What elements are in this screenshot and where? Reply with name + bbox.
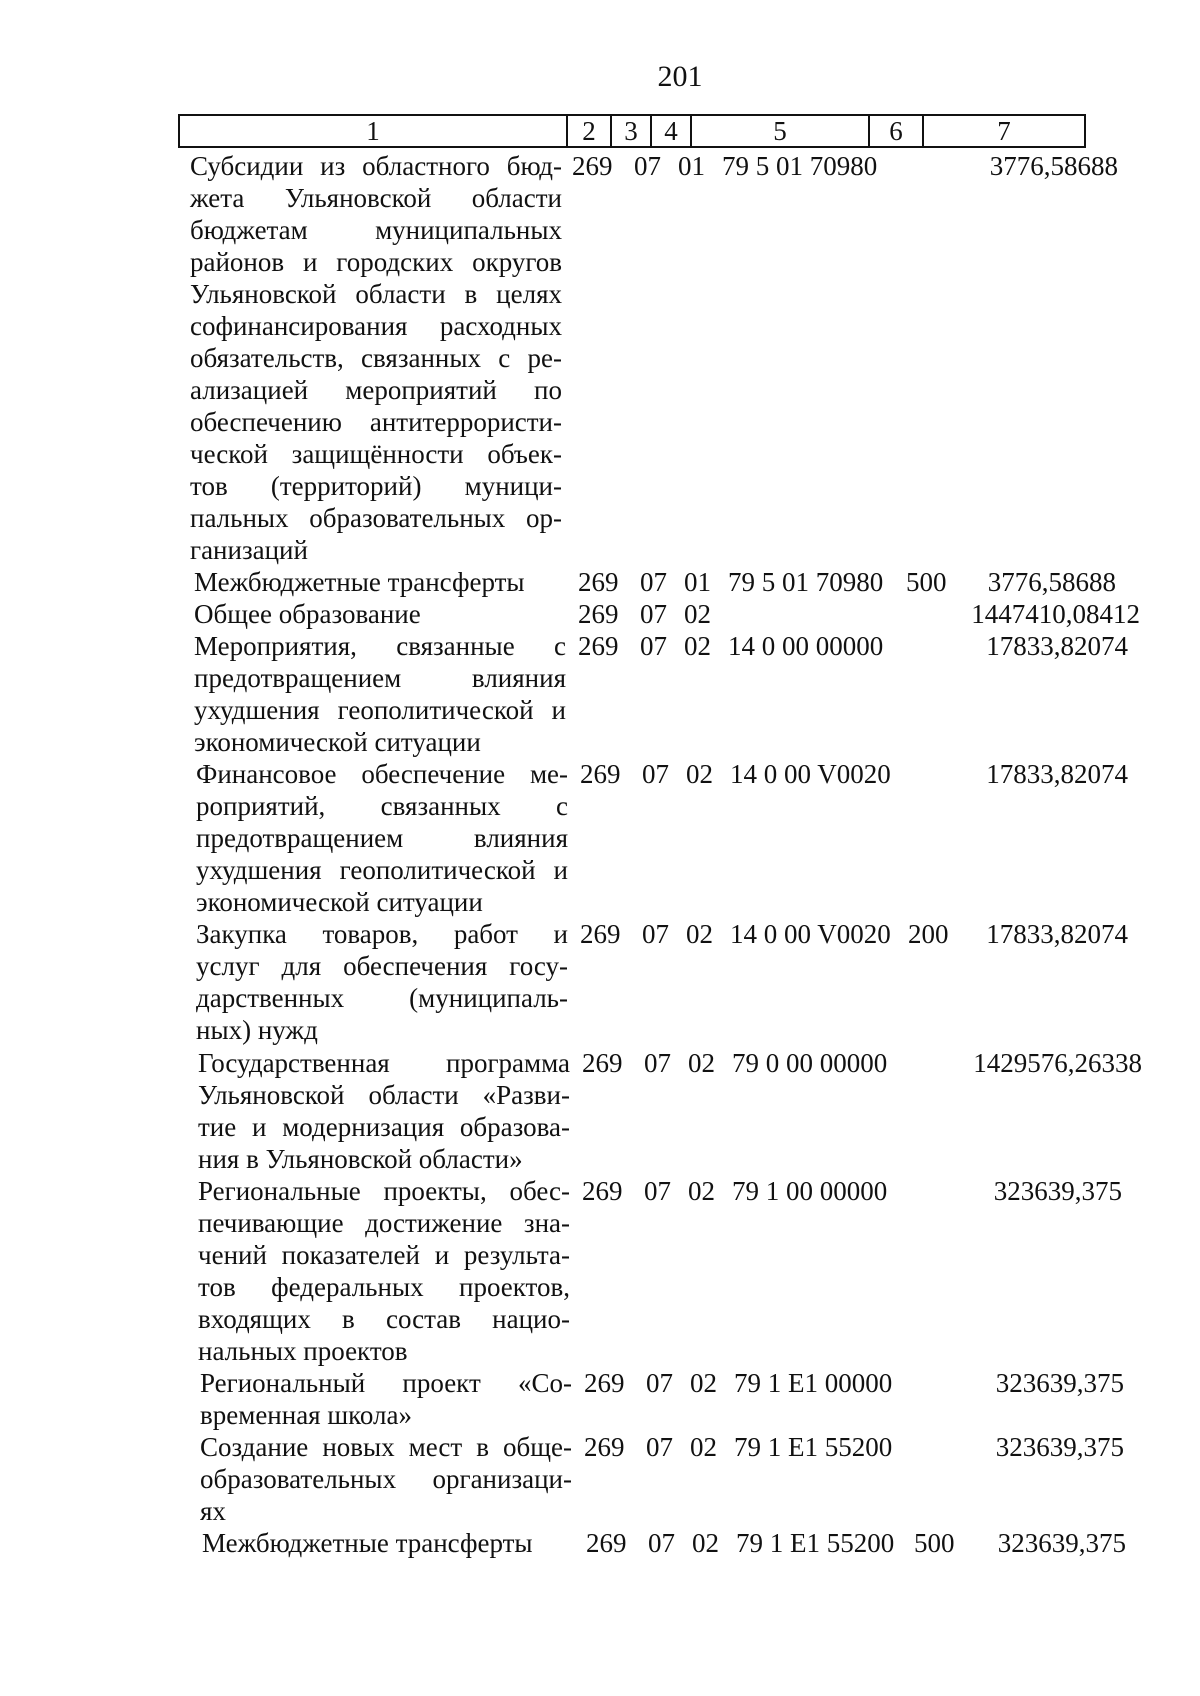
row-name-line: Региональные проекты, обес- (198, 1176, 570, 1206)
target-article-code: 79 5 01 70980 (728, 567, 884, 597)
ministry-code: 269 (586, 1528, 627, 1558)
row-name-line: ухудшения геополитической и (196, 855, 568, 885)
row-name-line: Создание новых мест в обще- (200, 1432, 572, 1462)
row-name-line: Ульяновской области «Разви- (198, 1080, 570, 1110)
row-name-line: Ульяновской области в целях (190, 279, 562, 309)
row-name-line: жета Ульяновской области (190, 183, 562, 213)
target-article-code: 79 5 01 70980 (722, 151, 878, 181)
subsection-code: 02 (686, 919, 713, 949)
header-col-4: 4 (652, 116, 692, 146)
amount-value: 3776,58688 (987, 567, 1116, 597)
ministry-code: 269 (582, 1176, 623, 1206)
target-article-code: 79 1 00 00000 (732, 1176, 888, 1206)
row-name-line: экономической ситуации (194, 727, 481, 757)
ministry-code: 269 (580, 759, 621, 789)
header-col-6: 6 (870, 116, 924, 146)
ministry-code: 269 (578, 567, 619, 597)
row-name-line: софинансирования расходных (190, 311, 562, 341)
amount-value: 323639,375 (993, 1176, 1122, 1206)
ministry-code: 269 (582, 1048, 623, 1078)
section-code: 07 (644, 1048, 671, 1078)
row-name-line: услуг для обеспечения госу- (196, 951, 568, 981)
row-name-line: обязательств, связанных с ре- (190, 343, 562, 373)
row-name-line: нальных проектов (198, 1336, 408, 1366)
ministry-code: 269 (580, 919, 621, 949)
section-code: 07 (646, 1368, 673, 1398)
row-name-line: Межбюджетные трансферты (202, 1528, 533, 1558)
section-code: 07 (640, 599, 667, 629)
row-name (194, 598, 566, 630)
expense-type-code: 200 (908, 919, 949, 949)
amount-value: 323639,375 (997, 1528, 1126, 1558)
section-code: 07 (646, 1432, 673, 1462)
row-name-line: ганизаций (190, 535, 308, 565)
target-article-code: 79 1 E1 55200 (736, 1528, 895, 1558)
amount-value: 323639,375 (995, 1368, 1124, 1398)
section-code: 07 (648, 1528, 675, 1558)
ministry-code: 269 (578, 599, 619, 629)
row-name (194, 566, 566, 598)
row-name-line: Региональный проект «Со- (200, 1368, 572, 1398)
target-article-code: 14 0 00 V0020 (730, 759, 891, 789)
amount-value: 3776,58688 (989, 151, 1118, 181)
row-name-line: дарственных (муниципаль- (196, 983, 568, 1013)
row-name-line: временная школа» (200, 1400, 412, 1430)
header-col-7: 7 (997, 116, 1011, 146)
row-name-line: образовательных организаци- (200, 1464, 572, 1494)
section-code: 07 (644, 1176, 671, 1206)
row-name (202, 1527, 574, 1559)
ministry-code: 269 (584, 1368, 625, 1398)
row-name (200, 1367, 572, 1431)
subsection-code: 02 (692, 1528, 719, 1558)
expense-type-code: 500 (914, 1528, 955, 1558)
row-name-line: Закупка товаров, работ и (196, 919, 568, 949)
row-name-line: ных) нужд (196, 1015, 318, 1045)
row-name-line: Финансовое обеспечение ме- (196, 759, 568, 789)
target-article-code: 79 1 E1 00000 (734, 1368, 893, 1398)
row-name-line: районов и городских округов (190, 247, 562, 277)
subsection-code: 01 (678, 151, 705, 181)
expense-type-code: 500 (906, 567, 947, 597)
row-name-line: пальных образовательных ор- (190, 503, 562, 533)
row-name-line: тов федеральных проектов, (198, 1272, 570, 1302)
amount-value: 17833,82074 (986, 759, 1128, 789)
section-code: 07 (642, 919, 669, 949)
ministry-code: 269 (584, 1432, 625, 1462)
ministry-code: 269 (578, 631, 619, 661)
row-name-line: ния в Ульяновской области» (198, 1144, 523, 1174)
row-name (198, 1175, 570, 1367)
row-name-line: экономической ситуации (196, 887, 483, 917)
row-name (200, 1431, 572, 1527)
header-col-1: 1 (180, 116, 568, 146)
row-name-line: ухудшения геополитической и (194, 695, 566, 725)
row-name-line: Субсидии из областного бюд- (190, 151, 562, 181)
row-name-line: роприятий, связанных с (196, 791, 568, 821)
amount-value: 1429576,26338 (973, 1048, 1142, 1078)
section-code: 07 (640, 567, 667, 597)
amount-value: 17833,82074 (986, 631, 1128, 661)
row-name-line: ческой защищённости объек- (190, 439, 562, 469)
ministry-code: 269 (572, 151, 613, 181)
target-article-code: 14 0 00 V0020 (730, 919, 891, 949)
section-code: 07 (642, 759, 669, 789)
row-name-line: Межбюджетные трансферты (194, 567, 525, 597)
row-name-line: бюджетам муниципальных (190, 215, 562, 245)
section-code: 07 (640, 631, 667, 661)
row-name-line: Мероприятия, связанные с (194, 631, 566, 661)
subsection-code: 02 (684, 631, 711, 661)
row-name-line: Общее образование (194, 599, 421, 629)
row-name-line: ализацией мероприятий по (190, 375, 562, 405)
row-name-line: чений показателей и результа- (198, 1240, 570, 1270)
subsection-code: 02 (688, 1048, 715, 1078)
target-article-code: 79 0 00 00000 (732, 1048, 888, 1078)
subsection-code: 02 (686, 759, 713, 789)
row-name (196, 758, 568, 918)
row-name-line: печивающие достижение зна- (198, 1208, 570, 1238)
subsection-code: 02 (690, 1368, 717, 1398)
row-name-line: тов (территорий) муници- (190, 471, 562, 501)
target-article-code: 79 1 E1 55200 (734, 1432, 893, 1462)
row-name (198, 1047, 570, 1175)
amount-value: 17833,82074 (986, 919, 1128, 949)
amount-value: 323639,375 (995, 1432, 1124, 1462)
row-name-line: предотвращением влияния (196, 823, 568, 853)
row-name-line: ях (200, 1496, 226, 1526)
amount-value: 1447410,08412 (971, 599, 1140, 629)
subsection-code: 02 (684, 599, 711, 629)
page-number: 201 (657, 60, 703, 93)
row-name (196, 918, 568, 1046)
row-name-line: тие и модернизация образова- (198, 1112, 570, 1142)
row-name-line: Государственная программа (198, 1048, 570, 1078)
row-name-line: обеспечению антитеррористи- (190, 407, 562, 437)
header-col-5: 5 (692, 116, 870, 146)
subsection-code: 02 (688, 1176, 715, 1206)
target-article-code: 14 0 00 00000 (728, 631, 884, 661)
row-name-line: входящих в состав нацио- (198, 1304, 570, 1334)
section-code: 07 (634, 151, 661, 181)
table-header (178, 114, 1086, 148)
subsection-code: 01 (684, 567, 711, 597)
row-name (190, 150, 562, 566)
header-col-3: 3 (612, 116, 652, 146)
header-col-2: 2 (568, 116, 612, 146)
row-name-line: предотвращением влияния (194, 663, 566, 693)
row-name (194, 630, 566, 758)
subsection-code: 02 (690, 1432, 717, 1462)
